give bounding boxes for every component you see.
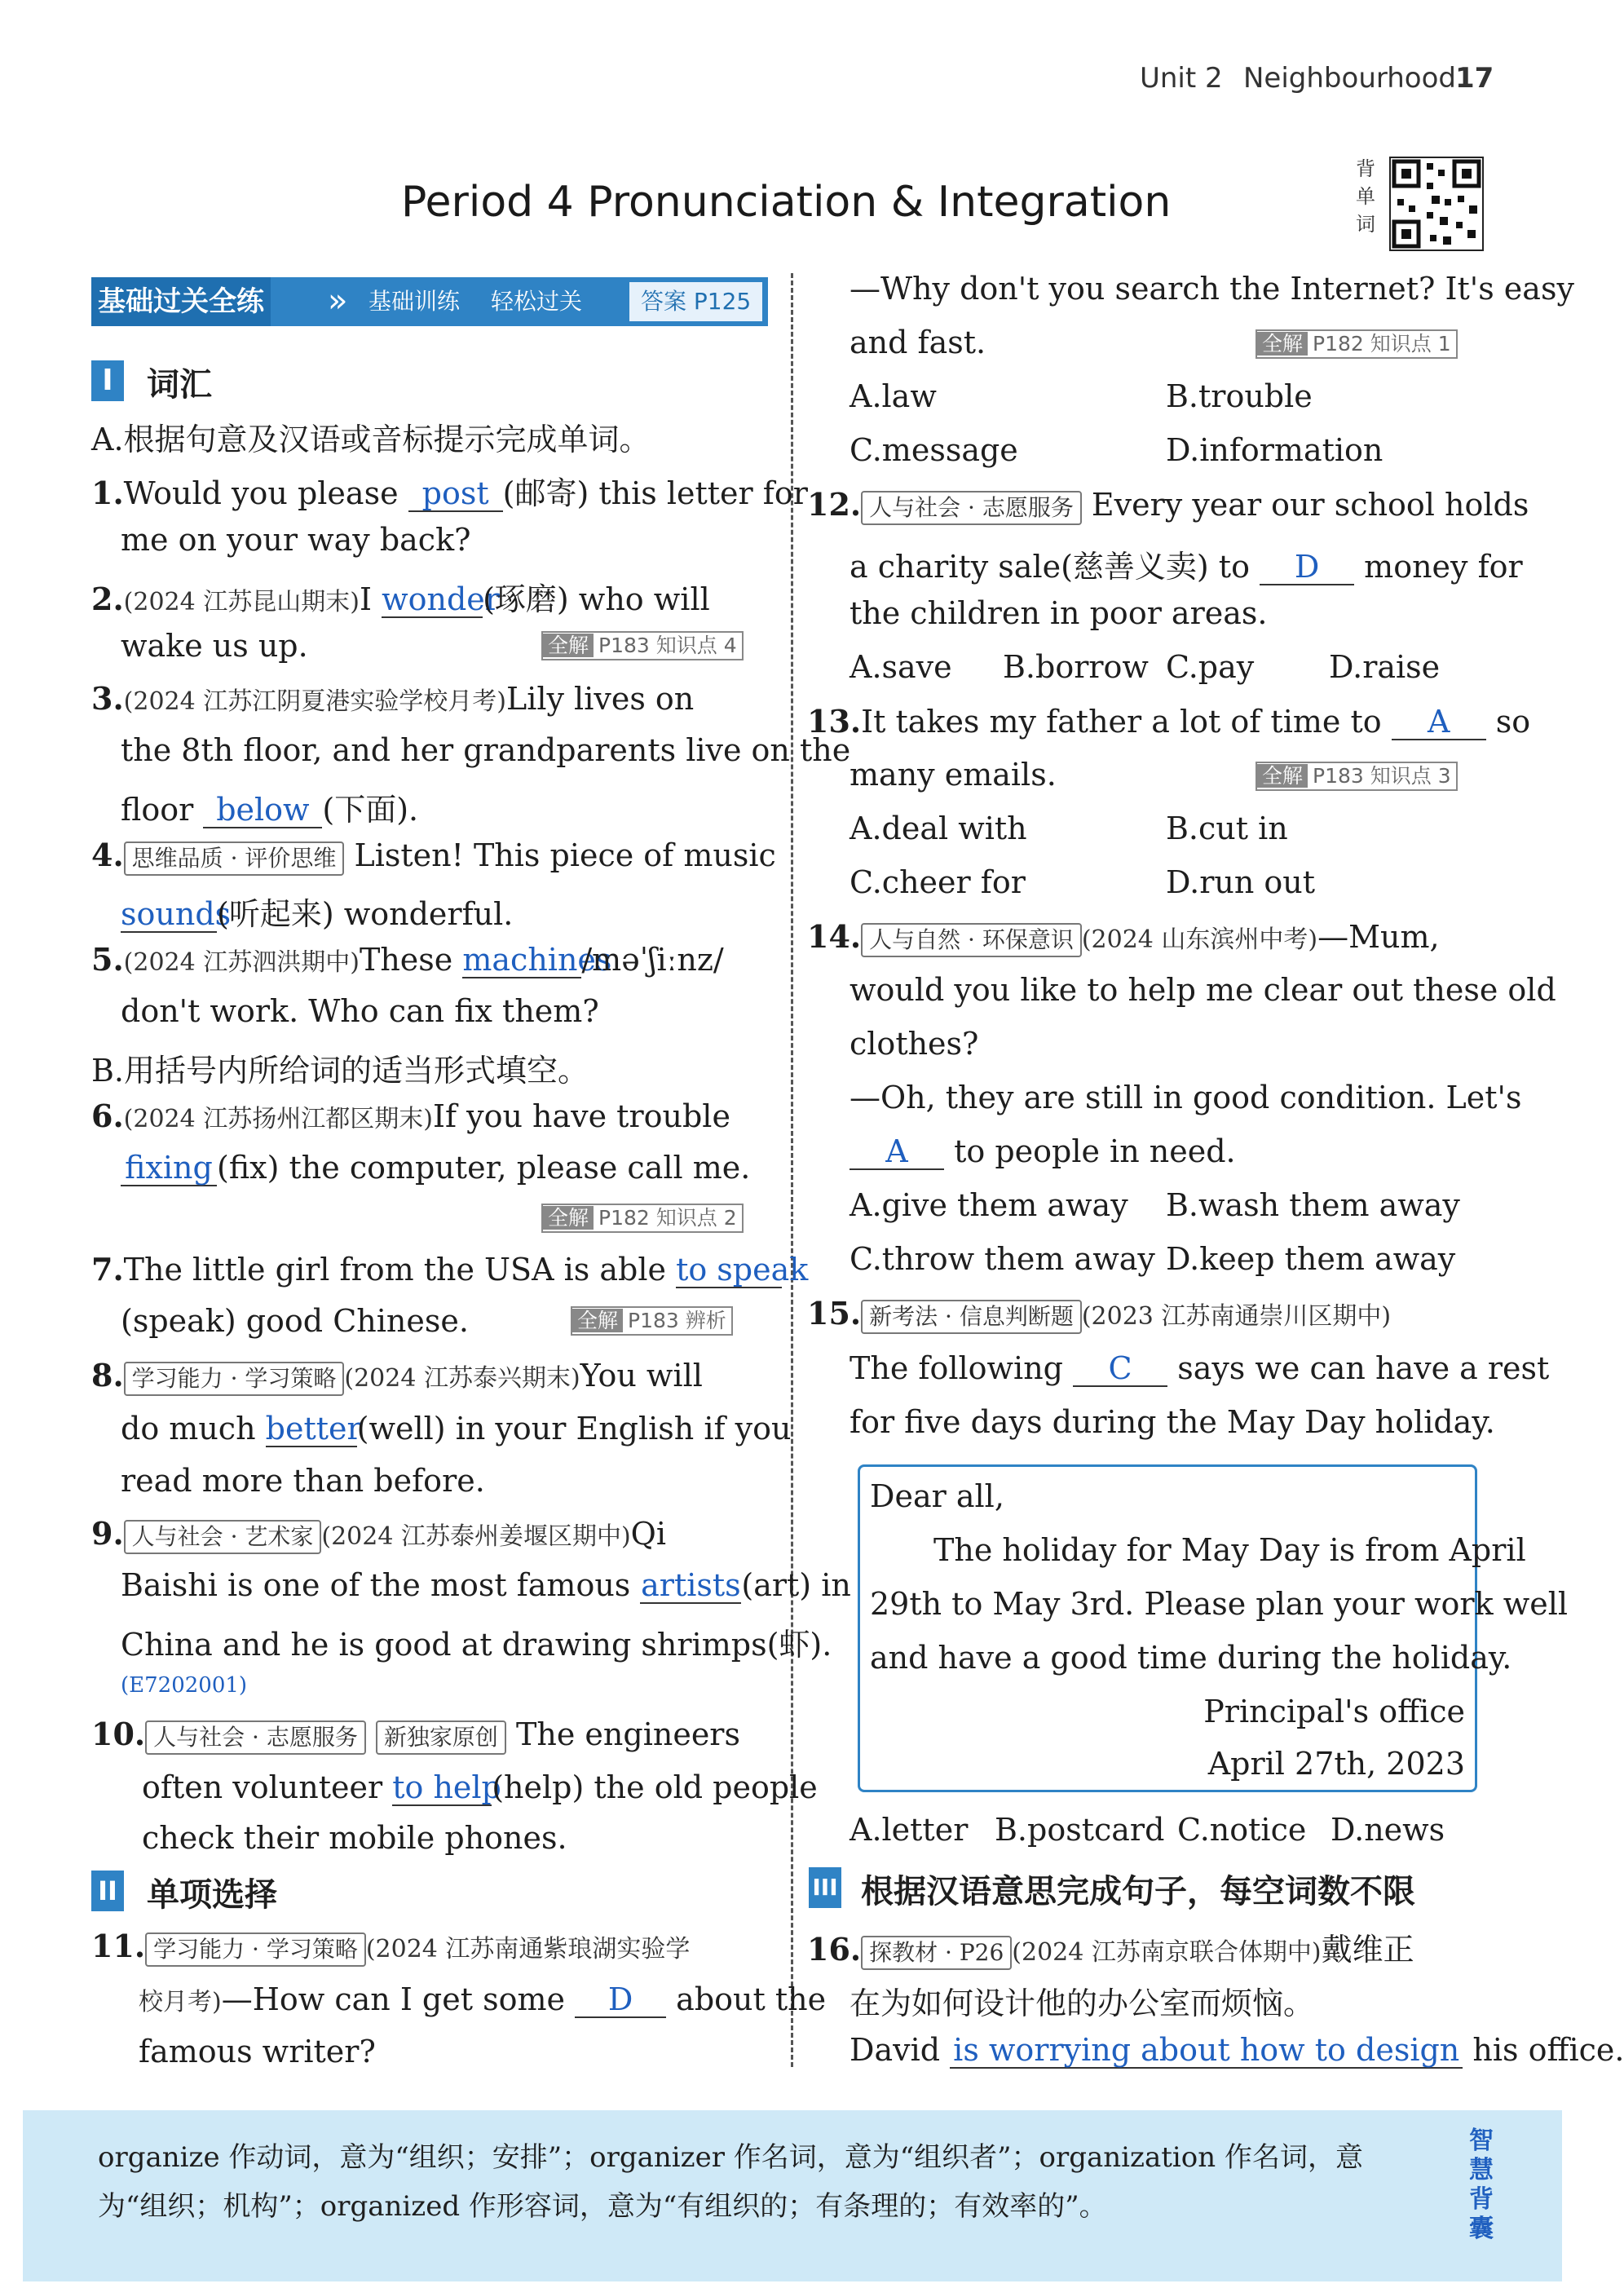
header-topic: Neighbourhood: [1243, 62, 1456, 95]
category-tag: 学习能力 · 学习策略: [145, 1932, 366, 1967]
option-b[interactable]: B.trouble: [1166, 378, 1313, 414]
option-a[interactable]: A.law: [850, 378, 937, 414]
option-a[interactable]: A.letter: [850, 1812, 969, 1848]
question-10-cont: often volunteer to help(help) the old people: [142, 1769, 818, 1805]
option-b[interactable]: B.borrow: [1003, 649, 1149, 685]
question-3-cont: the 8th floor, and her grandparents live on the: [121, 732, 851, 768]
answer-blank[interactable]: artists: [641, 1567, 741, 1603]
question-9-cont2: China and he is good at drawing shrimps(虾).: [121, 1627, 832, 1663]
section-title: 单项选择: [147, 1876, 277, 1914]
question-15: 15. 新考法 · 信息判断题 (2023 江苏南通崇川区期中): [807, 1295, 1391, 1334]
question-7-cont: (speak) good Chinese.: [121, 1303, 469, 1339]
question-16: 16. 探教材 · P26 (2024 江苏南京联合体期中)戴维正: [807, 1924, 1414, 1970]
question-8-cont2: read more than before.: [121, 1463, 485, 1499]
answer-blank[interactable]: post: [408, 476, 503, 512]
reference-tag[interactable]: 全解 P182 知识点 2: [541, 1204, 744, 1233]
question-10: 10. 人与社会 · 志愿服务 新独家原创 The engineers: [91, 1716, 740, 1755]
question-14-cont3: —Oh, they are still in good condition. Let's: [850, 1080, 1522, 1115]
question-9: 9. 人与社会 · 艺术家 (2024 江苏泰州姜堰区期中)Qi: [91, 1515, 666, 1554]
question-13: 13.It takes my father a lot of time to A so: [807, 703, 1531, 740]
answer-blank[interactable]: A: [1392, 705, 1486, 740]
option-a[interactable]: A.give them away: [850, 1187, 1128, 1223]
question-13-cont: many emails.: [850, 757, 1057, 793]
question-4-cont: sounds(听起来) wonderful.: [121, 896, 514, 932]
answer-blank[interactable]: C: [1073, 1351, 1167, 1387]
category-tag: 思维品质 · 评价思维: [124, 841, 345, 876]
question-4: 4. 思维品质 · 评价思维 Listen! This piece of music: [91, 837, 776, 876]
notice-signature: Principal's office: [1203, 1694, 1465, 1729]
category-tag: 人与社会 · 志愿服务: [861, 491, 1082, 525]
notice-date: April 27th, 2023: [1207, 1746, 1465, 1782]
section-title: 词汇: [147, 366, 212, 404]
section-badge: II: [91, 1871, 124, 1911]
answer-blank[interactable]: A: [850, 1134, 944, 1170]
option-b[interactable]: B.postcard: [995, 1812, 1165, 1848]
category-tag: 人与自然 · 环保意识: [861, 923, 1082, 957]
question-11-cont: 校月考)—How can I get some D about the: [139, 1981, 827, 2017]
notice-greeting: Dear all,: [870, 1478, 1004, 1514]
answer-blank[interactable]: below: [203, 793, 322, 828]
question-9-cont: Baishi is one of the most famous artists(art) in: [121, 1567, 851, 1603]
option-c[interactable]: C.cheer for: [850, 864, 1026, 900]
option-c[interactable]: C.throw them away: [850, 1241, 1155, 1277]
question-11-reply: —Why don't you search the Internet? It's easy: [850, 271, 1574, 307]
category-tag: 学习能力 · 学习策略: [124, 1362, 345, 1396]
option-d[interactable]: D.news: [1331, 1812, 1445, 1848]
question-15-cont: The following C says we can have a rest: [850, 1350, 1550, 1386]
part-a-instruction: A.根据句意及汉语或音标提示完成单词。: [91, 422, 651, 457]
page-title: Period 4 Pronunciation & Integration: [401, 178, 1172, 227]
section-title: 根据汉语意思完成句子，每空词数不限: [861, 1873, 1415, 1910]
reference-tag[interactable]: 全解 P183 辨析: [571, 1306, 733, 1336]
tip-box: [23, 2110, 1562, 2281]
category-tag: 新考法 · 信息判断题: [861, 1300, 1082, 1334]
banner-main: 基础过关全练: [91, 277, 271, 326]
question-12: 12. 人与社会 · 志愿服务 Every year our school holds: [807, 486, 1529, 525]
question-3-cont2: floor below (下面).: [121, 792, 419, 828]
question-11-cont2: famous writer?: [139, 2034, 376, 2069]
tip-side-label: 智 慧 背 囊: [1469, 2127, 1494, 2243]
banner-sub2: 轻松过关: [491, 288, 583, 315]
category-tag: 人与社会 · 艺术家: [124, 1520, 322, 1554]
notice-box: [858, 1464, 1569, 1792]
question-14-cont: would you like to help me clear out these old: [850, 972, 1556, 1008]
question-5: 5.(2024 江苏泗洪期中)These machines/məˈʃiːnz/: [91, 941, 724, 978]
reference-tag[interactable]: 全解 P183 知识点 4: [541, 631, 744, 660]
question-12-cont: a charity sale(慈善义卖) to D money for: [850, 549, 1523, 585]
header-unit: Unit 2: [1140, 62, 1223, 95]
question-6-cont: fixing (fix) the computer, please call me.: [121, 1150, 750, 1186]
question-14-cont2: clothes?: [850, 1026, 979, 1062]
qr-label: 背 单 词: [1356, 157, 1375, 236]
notice-line: The holiday for May Day is from April: [933, 1532, 1526, 1568]
tip-text: organize 作动词，意为“组织；安排”；organizer 作名词，意为“组织者”；organization 作名词，意为“组织；机构”；organized 作形容词，意为“有组织的；有条理的；有效率的”。: [98, 2141, 1363, 2223]
question-5-cont: don't work. Who can fix them?: [121, 993, 599, 1029]
option-b[interactable]: B.cut in: [1166, 811, 1288, 846]
question-12-cont2: the children in poor areas.: [850, 595, 1268, 631]
answer-blank[interactable]: sounds: [121, 896, 232, 932]
answer-blank[interactable]: D: [575, 1982, 666, 2018]
notice-line: 29th to May 3rd. Please plan your work well: [870, 1586, 1569, 1622]
category-tag: 新独家原创: [376, 1720, 506, 1755]
question-16-cont: 在为如何设计他的办公室而烦恼。: [850, 1985, 1315, 2021]
question-11-reply-cont: and fast.: [850, 325, 986, 360]
question-1: 1.Would you please post (邮寄) this letter for: [91, 475, 808, 511]
option-a[interactable]: A.deal with: [850, 811, 1027, 846]
answer-blank[interactable]: is worrying about how to design: [950, 2033, 1463, 2069]
section-badge: I: [91, 360, 124, 401]
section-badge: III: [809, 1867, 841, 1908]
question-2: 2.(2024 江苏昆山期末)I wonder(琢磨) who will: [91, 581, 710, 617]
question-14-cont4: A to people in need.: [850, 1133, 1236, 1170]
answer-blank[interactable]: D: [1260, 550, 1354, 585]
question-8-cont: do much better(well) in your English if you: [121, 1411, 792, 1447]
answer-blank[interactable]: machines: [462, 942, 612, 978]
option-d[interactable]: D.raise: [1329, 649, 1441, 685]
option-b[interactable]: B.wash them away: [1166, 1187, 1460, 1223]
option-d[interactable]: D.keep them away: [1166, 1241, 1456, 1277]
banner-sub1: 基础训练: [368, 288, 461, 315]
page-number: 17: [1455, 62, 1494, 95]
question-14: 14. 人与自然 · 环保意识 (2024 山东滨州中考)—Mum,: [807, 918, 1440, 957]
question-8: 8. 学习能力 · 学习策略 (2024 江苏泰兴期末)You will: [91, 1357, 703, 1396]
question-1-cont: me on your way back?: [121, 522, 471, 558]
reference-tag[interactable]: 全解 P182 知识点 1: [1256, 329, 1458, 359]
option-d[interactable]: D.run out: [1166, 864, 1316, 900]
option-d[interactable]: D.information: [1166, 432, 1383, 468]
answer-blank[interactable]: to speak: [676, 1252, 809, 1288]
option-c[interactable]: C.notice: [1177, 1812, 1307, 1848]
question-11: 11. 学习能力 · 学习策略 (2024 江苏南通紫琅湖实验学: [91, 1928, 690, 1967]
question-16-cont2: David is worrying about how to design his office.: [850, 2032, 1624, 2068]
banner-answer-ref[interactable]: 答案 P125: [629, 282, 762, 321]
answer-blank[interactable]: to help: [392, 1769, 501, 1805]
banner-chevron-icon: »: [328, 282, 348, 320]
question-6: 6.(2024 江苏扬州江都区期末)If you have trouble: [91, 1098, 730, 1134]
practice-banner: [91, 277, 768, 326]
reference-tag[interactable]: 全解 P183 知识点 3: [1256, 762, 1458, 791]
question-2-cont: wake us up.: [121, 628, 308, 664]
part-b-instruction: B.用括号内所给词的适当形式填空。: [91, 1053, 589, 1089]
category-tag: 人与社会 · 志愿服务: [145, 1720, 366, 1755]
notice-line: and have a good time during the holiday.: [870, 1640, 1512, 1676]
answer-blank[interactable]: better: [265, 1411, 362, 1447]
question-3: 3.(2024 江苏江阴夏港实验学校月考)Lily lives on: [91, 680, 695, 717]
question-15-cont2: for five days during the May Day holiday.: [850, 1404, 1495, 1440]
option-c[interactable]: C.message: [850, 432, 1018, 468]
question-10-cont2: check their mobile phones.: [142, 1820, 567, 1856]
item-code: (E7202001): [121, 1673, 248, 1698]
answer-blank[interactable]: fixing: [121, 1151, 217, 1186]
question-7: 7.The little girl from the USA is able to speak: [91, 1251, 809, 1288]
option-a[interactable]: A.save: [850, 649, 952, 685]
option-c[interactable]: C.pay: [1166, 649, 1255, 685]
category-tag: 探教材 · P26: [861, 1936, 1012, 1970]
answer-blank[interactable]: wonder: [382, 581, 500, 617]
qr-code-icon[interactable]: [1389, 157, 1484, 251]
